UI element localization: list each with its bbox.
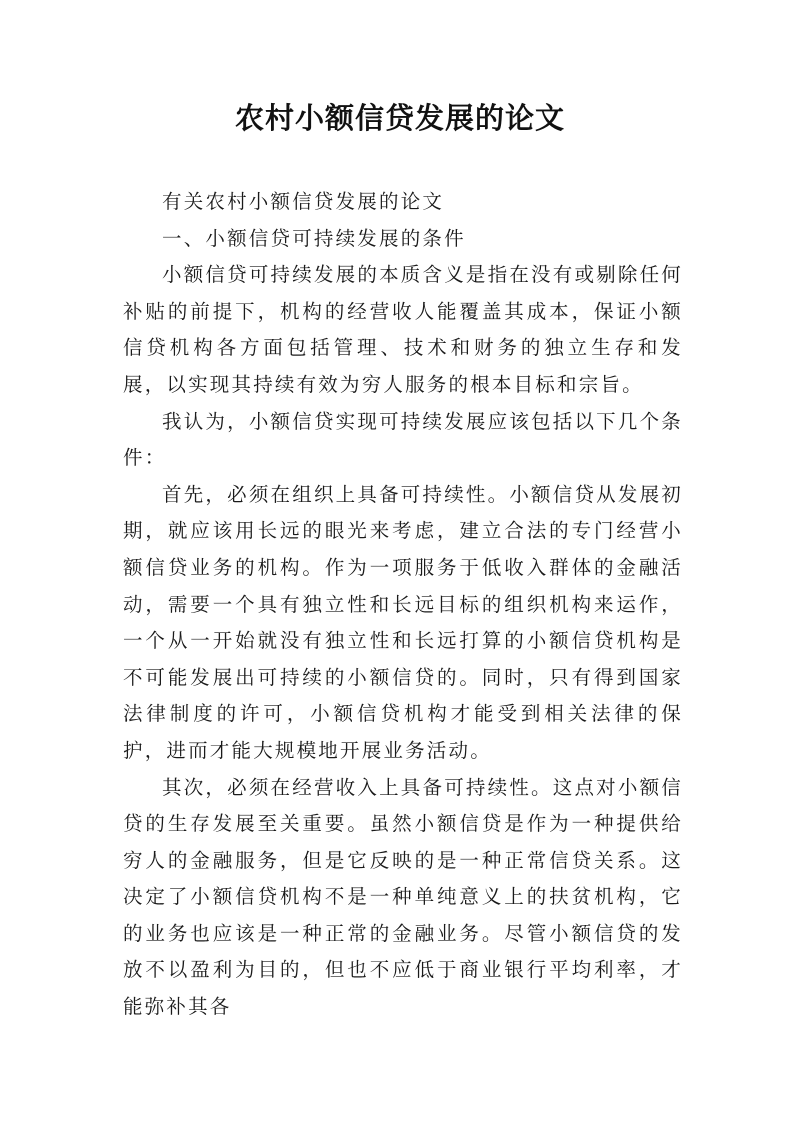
paragraph-definition: 小额信贷可持续发展的本质含义是指在没有或剔除任何补贴的前提下，机构的经营收人能覆盖其成本，保证小额信贷机构各方面包括管理、技术和财务的独立生存和发展，以实现其持续有效为穷人服务的根本目标和宗旨。 (123, 263, 683, 396)
paragraph-subtitle: 有关农村小额信贷发展的论文 (162, 190, 445, 213)
paragraph-section-heading: 一、小额信贷可持续发展的条件 (162, 226, 466, 250)
paragraph-second-condition: 其次，必须在经营收入上具备可持续性。这点对小额信贷的生存发展至关重要。虽然小额信贷是作为一种提供给穷人的金融服务，但是它反映的是一种正常信贷关系。这决定了小额信贷机构不是一种单纯意义上的扶贫机构，它的业务也应该是一种正常的金融业务。尽管小额信贷的发放不以盈利为目的，但也不应低于商业银行平均利率，才能弥补其各 (123, 775, 683, 1019)
paragraph-conditions-intro: 我认为，小额信贷实现可持续发展应该包括以下几个条件： (123, 409, 683, 470)
document-title: 农村小额信贷发展的论文 (234, 101, 565, 135)
document-body (123, 184, 683, 1026)
paragraph-first-condition: 首先，必须在组织上具备可持续性。小额信贷从发展初期，就应该用长远的眼光来考虑，建立合法的专门经营小额信贷业务的机构。作为一项服务于低收入群体的金融活动，需要一个具有独立性和长远目标的组织机构来运作，一个从一开始就没有独立性和长远打算的小额信贷机构是不可能发展出可持续的小额信贷的。同时，只有得到国家法律制度的许可，小额信贷机构才能受到相关法律的保护，进而才能大规模地开展业务活动。 (123, 482, 683, 762)
